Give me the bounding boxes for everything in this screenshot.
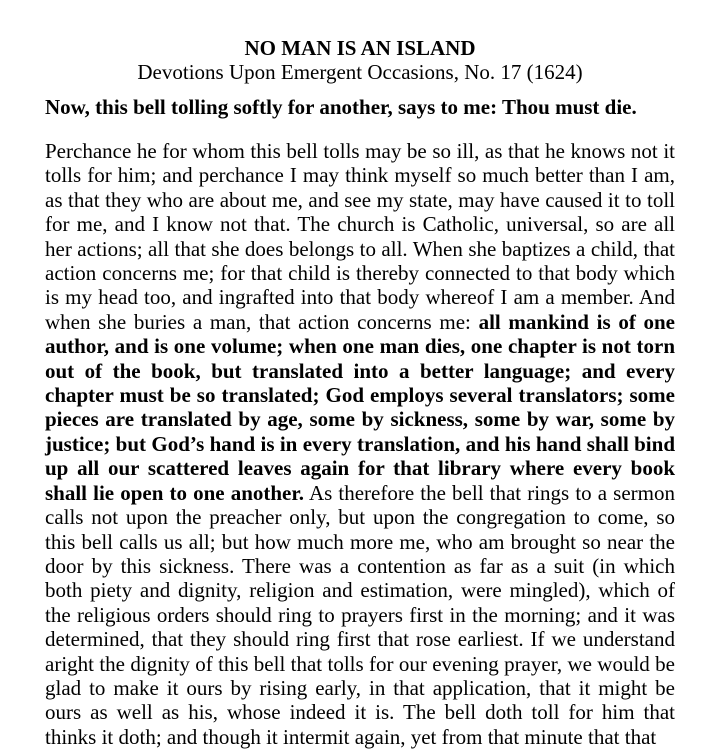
body-text-bold: all mankind is of one author, and is one volume; when one man dies, one chapter is not torn out of the book, but translated into a better language; and every chapter must be so translated; God employs several translators; some pieces are translated by age, some by sickness, some by war, some by justice; but God’s hand is in every translation, and his hand shall bind up all our scattered leaves again for that library where every book shall lie open to one another. bbox=[45, 309, 675, 505]
document-subtitle: Devotions Upon Emergent Occasions, No. 17 (1624) bbox=[137, 60, 583, 84]
body-text-part1: Perchance he for whom this bell tolls may be so ill, as that he knows not it tolls for him; and perchance I may think myself so much better than I am, as that they who are about me, and see my state, may have caused it to toll for me, and I know not that. The church is Catholic, universal, so are all her actions; all that she does belongs to all. When she baptizes a child, that action concerns me; for that child is thereby connected to that body which is my head too, and ingrafted into that body whereof I am a member. And when she buries a man, that action concerns me: bbox=[45, 139, 675, 334]
body-text-part2: As therefore the bell that rings to a sermon calls not upon the preacher only, but upon the congregation to come, so this bell calls us all; but how much more me, who am brought so near the door by this sickness. There was a contention as far as a suit (in which both piety and dignity, religion and estimation, were mingled), which of the religious orders should ring to prayers first in the morning; and it was determined, that they should ring first that rose earliest. If we understand aright the dignity of this bell that tolls for our evening prayer, we would be glad to make it ours by rising early, in that application, that it might be ours as well as his, whose indeed it is. The bell doth toll for him that thinks it doth; and though it intermit again, yet from that minute that that bbox=[45, 480, 675, 749]
body-paragraph bbox=[45, 139, 675, 749]
document-title: NO MAN IS AN ISLAND bbox=[244, 36, 476, 60]
lead-sentence: Now, this bell tolling softly for another, says to me: Thou must die. bbox=[45, 95, 637, 119]
